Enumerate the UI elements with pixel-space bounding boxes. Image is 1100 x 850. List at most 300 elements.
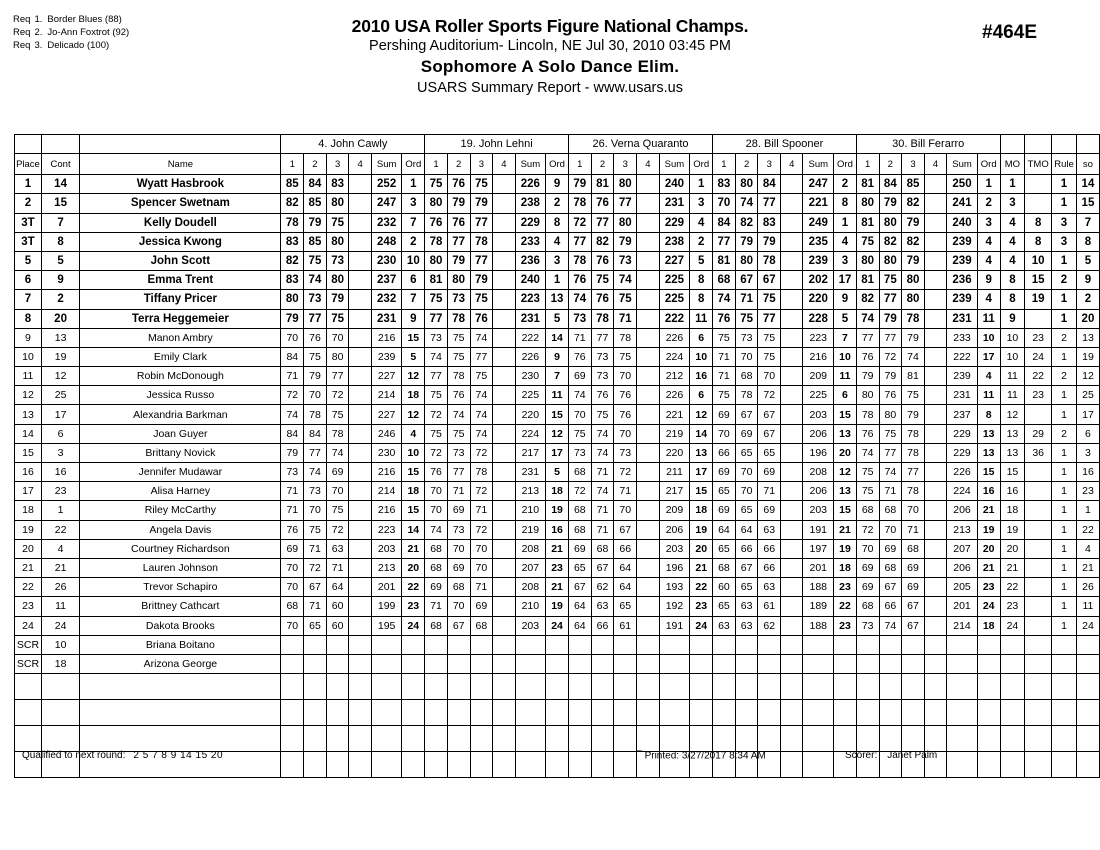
cell-score [304, 726, 327, 752]
header-sum: Sum [515, 154, 546, 175]
cell-score [591, 726, 614, 752]
cell-score [637, 405, 660, 424]
table-row[interactable] [15, 232, 1100, 251]
cell-ord: 2 [402, 232, 425, 251]
cell-score [425, 674, 448, 700]
cell-sum: 201 [371, 578, 402, 597]
cell-cont: 7 [41, 213, 79, 232]
event-number: #464E [982, 22, 1037, 43]
table-row[interactable] [15, 213, 1100, 232]
table-row[interactable] [15, 251, 1100, 270]
cell-score [349, 654, 371, 673]
cell-score: 61 [758, 597, 781, 616]
cell-so: 13 [1076, 328, 1099, 347]
table-row[interactable] [15, 424, 1100, 443]
cell-cont: 5 [41, 251, 79, 270]
cell-score: 70 [735, 347, 758, 366]
cell-so: 25 [1076, 386, 1099, 405]
cell-score [902, 654, 925, 673]
cell-score: 78 [304, 405, 327, 424]
cell-score [856, 635, 879, 654]
cell-score: 75 [447, 328, 470, 347]
cell-score: 71 [326, 558, 349, 577]
cell-sum: 207 [947, 539, 978, 558]
cell-score: 65 [614, 597, 637, 616]
cell-cont: 23 [41, 482, 79, 501]
cell-score: 83 [758, 213, 781, 232]
spacer-cell [41, 135, 79, 154]
cell-mo: 1 [1000, 175, 1025, 194]
cell-score: 71 [281, 501, 304, 520]
cell-score: 77 [568, 232, 591, 251]
cell-score: 74 [470, 424, 493, 443]
cell-score: 64 [568, 616, 591, 635]
cell-score: 67 [735, 405, 758, 424]
cell-score [493, 232, 515, 251]
cell-tmo [1025, 558, 1052, 577]
cell-score: 79 [902, 213, 925, 232]
table-row[interactable] [15, 347, 1100, 366]
table-row[interactable] [15, 175, 1100, 194]
cell-score: 75 [856, 232, 879, 251]
cell-score: 83 [281, 271, 304, 290]
table-row[interactable] [15, 558, 1100, 577]
cell-mo [1000, 726, 1025, 752]
qualified-values: 2 5 7 8 9 14 15 20 [133, 750, 224, 761]
table-row[interactable] [15, 386, 1100, 405]
cell-score: 68 [447, 578, 470, 597]
cell-score: 78 [758, 251, 781, 270]
cell-mo [1000, 654, 1025, 673]
cell-score [637, 194, 660, 213]
cell-ord [546, 654, 569, 673]
cell-rule: 2 [1052, 271, 1077, 290]
cell-ord: 5 [834, 309, 857, 328]
table-row[interactable] [15, 654, 1100, 673]
cell-score [349, 347, 371, 366]
cell-score: 69 [713, 463, 736, 482]
cell-sum: 214 [371, 386, 402, 405]
cell-score: 68 [470, 616, 493, 635]
cell-score: 81 [856, 175, 879, 194]
table-row[interactable] [15, 616, 1100, 635]
table-row[interactable] [15, 309, 1100, 328]
cell-score [902, 726, 925, 752]
cell-score [614, 635, 637, 654]
cell-mo [1000, 635, 1025, 654]
cell-sum: 229 [947, 424, 978, 443]
cell-mo: 10 [1000, 347, 1025, 366]
cell-sum: 219 [515, 520, 546, 539]
cell-place: 21 [15, 558, 42, 577]
cell-score: 76 [470, 309, 493, 328]
cell-sum: 222 [515, 328, 546, 347]
cell-tmo: 36 [1025, 443, 1052, 462]
cell-score [924, 635, 946, 654]
cell-rule: 1 [1052, 558, 1077, 577]
cell-name [80, 700, 281, 726]
cell-score: 78 [470, 463, 493, 482]
cell-so: 22 [1076, 520, 1099, 539]
table-row[interactable] [15, 482, 1100, 501]
table-row[interactable] [15, 367, 1100, 386]
cell-score [781, 520, 803, 539]
cell-tmo [1025, 539, 1052, 558]
cell-sum: 222 [947, 347, 978, 366]
cell-ord: 22 [834, 597, 857, 616]
cell-rule: 3 [1052, 232, 1077, 251]
table-row[interactable] [15, 578, 1100, 597]
cell-score [493, 635, 515, 654]
judge-name-header: 28. Bill Spooner [713, 135, 857, 154]
cell-name: Brittney Cathcart [80, 597, 281, 616]
cell-sum: 206 [947, 501, 978, 520]
cell-score [349, 558, 371, 577]
cell-score [924, 578, 946, 597]
cell-ord [834, 726, 857, 752]
table-row[interactable] [15, 194, 1100, 213]
cell-score: 70 [304, 501, 327, 520]
cell-sum: 233 [515, 232, 546, 251]
cell-ord: 9 [834, 290, 857, 309]
cell-sum: 216 [371, 501, 402, 520]
cell-score: 79 [281, 443, 304, 462]
cell-sum: 231 [947, 309, 978, 328]
cell-score [924, 520, 946, 539]
cell-tmo: 23 [1025, 386, 1052, 405]
table-row[interactable] [15, 463, 1100, 482]
cell-tmo [1025, 700, 1052, 726]
cell-ord: 4 [546, 232, 569, 251]
requirement-label: Req [13, 14, 31, 25]
cell-rule: 1 [1052, 520, 1077, 539]
cell-score: 77 [470, 251, 493, 270]
cell-score: 84 [758, 175, 781, 194]
cell-ord: 13 [834, 482, 857, 501]
cell-score: 71 [591, 463, 614, 482]
cell-so: 12 [1076, 367, 1099, 386]
cell-score: 74 [614, 271, 637, 290]
cell-score: 77 [758, 309, 781, 328]
cell-so: 8 [1076, 232, 1099, 251]
scorer-label: Scorer: [845, 750, 878, 761]
cell-score [326, 654, 349, 673]
cell-name: Jessica Russo [80, 386, 281, 405]
cell-mo: 19 [1000, 520, 1025, 539]
cell-sum: 247 [803, 175, 834, 194]
judge-name-header: 4. John Cawly [281, 135, 425, 154]
cell-tmo: 22 [1025, 367, 1052, 386]
cell-so: 23 [1076, 482, 1099, 501]
cell-score [349, 251, 371, 270]
cell-score [924, 597, 946, 616]
cell-score [349, 386, 371, 405]
cell-score [924, 271, 946, 290]
cell-score: 70 [281, 616, 304, 635]
cell-score: 80 [735, 175, 758, 194]
table-row[interactable] [15, 328, 1100, 347]
cell-score: 79 [879, 194, 902, 213]
cell-tmo: 19 [1025, 290, 1052, 309]
cell-score: 77 [902, 463, 925, 482]
cell-score: 69 [879, 539, 902, 558]
cell-place: 3T [15, 213, 42, 232]
cell-score: 65 [713, 539, 736, 558]
cell-score [781, 726, 803, 752]
cell-score [637, 616, 660, 635]
cell-score: 78 [591, 309, 614, 328]
cell-cont: 24 [41, 616, 79, 635]
cell-so: 11 [1076, 597, 1099, 616]
cell-sum: 232 [371, 213, 402, 232]
cell-score [856, 674, 879, 700]
cell-score [924, 674, 946, 700]
cell-score: 79 [447, 251, 470, 270]
table-row[interactable] [15, 700, 1100, 726]
cell-score [781, 424, 803, 443]
table-row[interactable] [15, 405, 1100, 424]
cell-ord [546, 635, 569, 654]
cell-sum: 223 [515, 290, 546, 309]
cell-ord: 5 [402, 347, 425, 366]
header-score-4: 4 [781, 154, 803, 175]
cell-ord: 19 [690, 520, 713, 539]
cell-sum: 189 [803, 597, 834, 616]
table-row[interactable] [15, 539, 1100, 558]
cell-score [326, 635, 349, 654]
cell-score: 82 [902, 194, 925, 213]
cell-sum: 229 [659, 213, 690, 232]
cell-mo [1000, 700, 1025, 726]
cell-cont: 11 [41, 597, 79, 616]
cell-place: 18 [15, 501, 42, 520]
cell-ord: 5 [546, 463, 569, 482]
cell-score: 75 [447, 424, 470, 443]
qualified-label: Qualified to next round: [22, 750, 126, 761]
cell-score [637, 328, 660, 347]
cell-score [781, 616, 803, 635]
cell-ord: 3 [690, 194, 713, 213]
cell-sum: 231 [515, 463, 546, 482]
cell-score [713, 635, 736, 654]
cell-score: 74 [470, 405, 493, 424]
cell-sum [515, 700, 546, 726]
cell-ord: 9 [402, 309, 425, 328]
cell-score: 72 [470, 443, 493, 462]
cell-score [637, 539, 660, 558]
cell-score [493, 175, 515, 194]
cell-score [781, 271, 803, 290]
printed-value: 3/27/2017 8:34 AM [681, 750, 766, 762]
cell-sum: 195 [371, 616, 402, 635]
cell-sum: 221 [803, 194, 834, 213]
cell-ord [977, 726, 1000, 752]
cell-ord: 17 [834, 271, 857, 290]
cell-ord: 2 [977, 194, 1000, 213]
cell-tmo: 10 [1025, 251, 1052, 270]
cell-score: 74 [304, 271, 327, 290]
cell-sum: 196 [803, 443, 834, 462]
cell-score: 77 [879, 443, 902, 462]
cell-score: 81 [713, 251, 736, 270]
cell-score [781, 251, 803, 270]
cell-score [349, 597, 371, 616]
cell-score: 75 [856, 482, 879, 501]
header-score-1: 1 [568, 154, 591, 175]
cell-score [924, 232, 946, 251]
cell-score [349, 232, 371, 251]
cell-score: 78 [902, 482, 925, 501]
cell-name: Kelly Doudell [80, 213, 281, 232]
cell-score [470, 635, 493, 654]
requirement-label: Req [13, 27, 31, 39]
cell-score: 70 [326, 482, 349, 501]
cell-score: 68 [591, 539, 614, 558]
cell-name: Alexandria Barkman [80, 405, 281, 424]
cell-ord: 1 [546, 271, 569, 290]
cell-ord: 13 [977, 424, 1000, 443]
judge-name-header: 26. Verna Quaranto [568, 135, 712, 154]
cell-ord: 20 [690, 539, 713, 558]
header-score-3: 3 [326, 154, 349, 175]
cell-score: 78 [568, 194, 591, 213]
cell-ord: 11 [977, 309, 1000, 328]
header-score-1: 1 [281, 154, 304, 175]
cell-sum: 223 [803, 328, 834, 347]
cell-rule [1052, 700, 1077, 726]
cell-rule [1052, 635, 1077, 654]
cell-score: 74 [304, 463, 327, 482]
cell-score [349, 367, 371, 386]
table-row[interactable] [15, 443, 1100, 462]
cell-score [349, 578, 371, 597]
cell-ord: 9 [546, 347, 569, 366]
cell-score: 67 [447, 616, 470, 635]
table-row[interactable] [15, 674, 1100, 700]
scores-table-body [15, 175, 1100, 778]
judge-header-row [15, 135, 1100, 154]
cell-mo: 18 [1000, 501, 1025, 520]
cell-ord: 23 [546, 558, 569, 577]
cell-score [924, 309, 946, 328]
cell-score [637, 578, 660, 597]
cell-score [349, 309, 371, 328]
cell-ord [546, 700, 569, 726]
cell-score [637, 635, 660, 654]
table-row[interactable] [15, 520, 1100, 539]
cell-ord [977, 635, 1000, 654]
cell-sum: 239 [803, 251, 834, 270]
cell-mo: 9 [1000, 309, 1025, 328]
cell-score [637, 463, 660, 482]
cell-score [470, 654, 493, 673]
cell-score: 75 [758, 347, 781, 366]
cell-place: 2 [15, 194, 42, 213]
table-row[interactable] [15, 501, 1100, 520]
report-subtitle: USARS Summary Report - www.usars.us [417, 80, 683, 96]
cell-ord: 7 [402, 213, 425, 232]
cell-score [781, 674, 803, 700]
cell-place: 12 [15, 386, 42, 405]
cell-score [735, 635, 758, 654]
cell-score: 71 [614, 309, 637, 328]
cell-ord: 8 [690, 271, 713, 290]
cell-tmo [1025, 654, 1052, 673]
cell-score: 79 [304, 213, 327, 232]
cell-score [902, 700, 925, 726]
cell-score: 67 [614, 520, 637, 539]
cell-score [924, 328, 946, 347]
cell-ord: 15 [690, 482, 713, 501]
cell-score: 71 [281, 367, 304, 386]
table-row[interactable] [15, 635, 1100, 654]
cell-score: 77 [614, 194, 637, 213]
cell-score [637, 482, 660, 501]
cell-cont: 15 [41, 194, 79, 213]
cell-ord: 13 [834, 424, 857, 443]
cell-score [349, 635, 371, 654]
cell-score [349, 175, 371, 194]
cell-score: 70 [758, 367, 781, 386]
cell-score [781, 463, 803, 482]
cell-cont [41, 726, 79, 752]
cell-place: 1 [15, 175, 42, 194]
cell-score: 77 [304, 443, 327, 462]
cell-score: 65 [304, 616, 327, 635]
cell-cont: 10 [41, 635, 79, 654]
cell-score: 80 [326, 271, 349, 290]
cell-score: 76 [425, 463, 448, 482]
cell-score: 69 [856, 578, 879, 597]
table-row[interactable] [15, 271, 1100, 290]
table-row[interactable] [15, 726, 1100, 752]
table-row[interactable] [15, 597, 1100, 616]
cell-ord: 3 [834, 251, 857, 270]
cell-score: 73 [735, 328, 758, 347]
cell-ord: 4 [690, 213, 713, 232]
cell-score: 74 [568, 386, 591, 405]
cell-tmo [1025, 175, 1052, 194]
cell-ord: 2 [546, 194, 569, 213]
cell-score: 80 [902, 271, 925, 290]
cell-score [349, 290, 371, 309]
cell-score: 79 [735, 232, 758, 251]
cell-score: 77 [326, 367, 349, 386]
cell-score [493, 213, 515, 232]
table-row[interactable] [15, 290, 1100, 309]
cell-score: 77 [879, 290, 902, 309]
cell-score: 73 [591, 367, 614, 386]
cell-ord: 11 [834, 367, 857, 386]
cell-mo: 11 [1000, 367, 1025, 386]
cell-sum: 239 [947, 232, 978, 251]
cell-name: Joan Guyer [80, 424, 281, 443]
cell-score: 75 [879, 271, 902, 290]
cell-cont [41, 700, 79, 726]
cell-rule: 1 [1052, 482, 1077, 501]
cell-score: 65 [713, 597, 736, 616]
cell-score: 71 [568, 328, 591, 347]
cell-score: 70 [281, 578, 304, 597]
judge-name-header: 30. Bill Ferarro [856, 135, 1000, 154]
cell-tmo [1025, 597, 1052, 616]
cell-score: 80 [879, 213, 902, 232]
cell-sum: 223 [371, 520, 402, 539]
header-score-1: 1 [713, 154, 736, 175]
cell-score [591, 700, 614, 726]
cell-score: 71 [758, 482, 781, 501]
cell-score: 75 [326, 213, 349, 232]
